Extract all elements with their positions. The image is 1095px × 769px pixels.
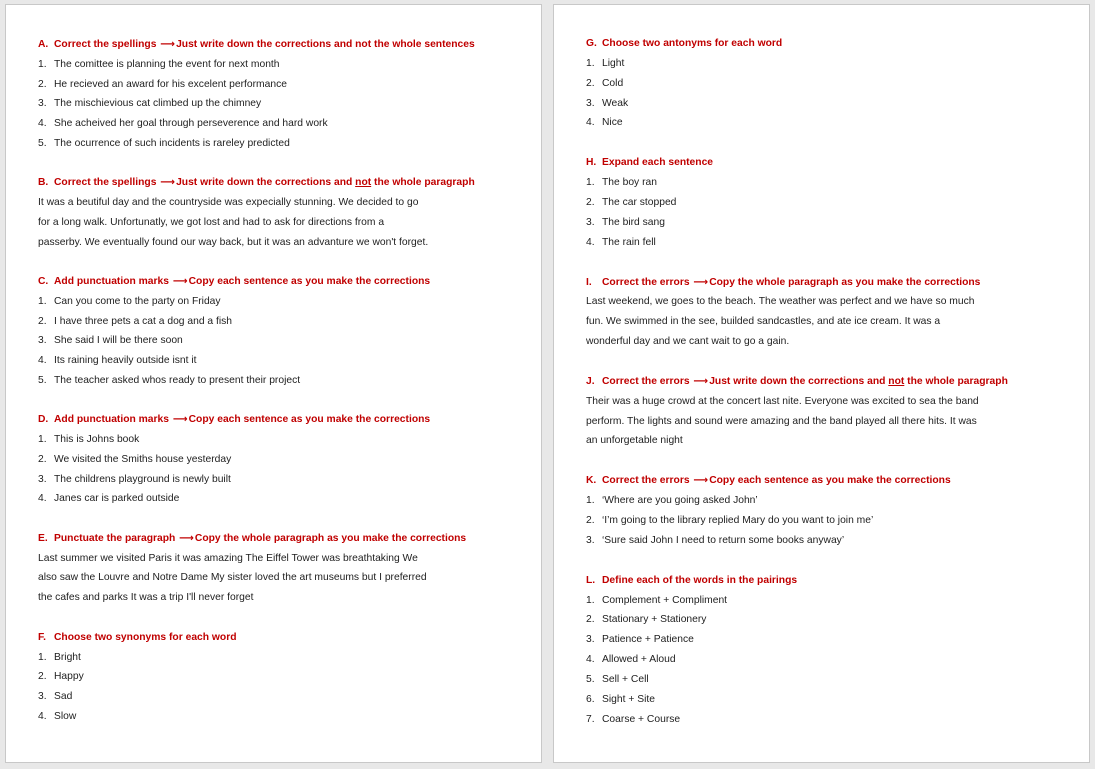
list-item: [38, 710, 76, 724]
list-item: [586, 613, 706, 627]
section-letter: K.: [586, 475, 597, 487]
paragraph-line: Their was a huge crowd at the concert last nite. Everyone was excited to sea the band: [586, 395, 979, 407]
heading-instruction: Define each of the words in the pairings: [602, 574, 798, 586]
paragraph-line: also saw the Louvre and Notre Dame My sister loved the art museums but I preferred: [38, 572, 427, 584]
item-text: Sell + Cell: [602, 673, 649, 685]
arrow-icon: ⟶: [172, 414, 188, 426]
heading-detail: Copy each sentence as you make the corrections: [188, 276, 431, 288]
item-number: 1.: [586, 495, 595, 507]
paragraph-line: Last summer we visited Paris it was amazing The Eiffel Tower was breathtaking We: [38, 552, 418, 564]
heading-detail: Copy the whole paragraph as you make the corrections: [709, 276, 981, 288]
arrow-icon: ⟶: [160, 177, 176, 189]
item-number: 1.: [586, 594, 595, 606]
item-number: 1.: [38, 295, 47, 307]
list-item: [38, 117, 328, 131]
item-number: 4.: [586, 236, 595, 248]
item-text: I have three pets a cat a dog and a fish: [54, 315, 233, 327]
item-text: She acheived her goal through perseverence and hard work: [54, 118, 328, 129]
item-text: The childrens playground is newly built: [54, 473, 231, 485]
section-heading: [38, 176, 475, 190]
list-item: [586, 196, 676, 210]
item-number: 4.: [586, 654, 595, 666]
list-item: [38, 473, 231, 487]
heading-instruction: Correct the errors: [602, 475, 693, 487]
item-number: 4.: [38, 493, 47, 505]
paragraph-line: fun. We swimmed in the see, builded sandcastles, and ate ice cream. It was a: [586, 316, 941, 328]
list-item: [38, 690, 72, 704]
heading-instruction: Choose two antonyms for each word: [602, 38, 783, 49]
list-item: [586, 633, 694, 647]
heading-instruction: Correct the errors: [602, 375, 693, 387]
item-text: Sight + Site: [602, 693, 655, 705]
list-item: [586, 494, 758, 508]
item-number: 2.: [38, 671, 47, 683]
heading-instruction: Correct the errors: [602, 276, 693, 288]
item-number: 2.: [586, 196, 595, 208]
section-heading: [38, 38, 475, 52]
item-text: Allowed + Aloud: [602, 654, 676, 666]
heading-instruction: Correct the spellings: [54, 39, 160, 50]
item-text: Bright: [54, 651, 81, 663]
list-item: [586, 713, 680, 727]
section-letter: H.: [586, 157, 597, 169]
arrow-icon: ⟶: [160, 39, 176, 50]
section-letter: L.: [586, 574, 596, 586]
list-item: [38, 78, 287, 92]
item-text: ‘Sure said John I need to return some books anyway’: [602, 534, 845, 546]
paragraph-line: It was a beutiful day and the countryside was expecially stunning. We decided to go: [38, 197, 419, 209]
section-letter: E.: [38, 532, 48, 544]
heading-detail: Copy each sentence as you make the corrections: [188, 414, 431, 426]
item-text: ‘Where are you going asked John’: [602, 495, 758, 507]
item-number: 2.: [586, 614, 595, 626]
list-item: [38, 374, 300, 388]
arrow-icon: ⟶: [693, 276, 709, 288]
section-heading: [38, 532, 466, 546]
list-item: [586, 57, 624, 71]
list-item: [38, 334, 183, 348]
item-text: The comittee is planning the event for next month: [54, 58, 280, 70]
item-text: The car stopped: [602, 196, 677, 208]
heading-emphasis: not: [888, 375, 905, 387]
list-item: [586, 514, 873, 528]
heading-instruction: Add punctuation marks: [54, 414, 172, 426]
paragraph-line: for a long walk. Unfortunatly, we got lost and had to ask for directions from a: [38, 216, 385, 228]
item-number: 5.: [38, 137, 47, 149]
item-text: Complement + Compliment: [602, 594, 728, 606]
item-text: Coarse + Course: [602, 713, 681, 725]
list-item: [586, 176, 657, 190]
section-letter: D.: [38, 414, 49, 426]
heading-instruction: Choose two synonyms for each word: [54, 631, 237, 643]
list-item: [586, 534, 844, 548]
item-text: Sad: [54, 691, 73, 702]
item-number: 5.: [586, 673, 595, 685]
item-number: 1.: [38, 651, 47, 663]
paragraph-line: the cafes and parks It was a trip I'll never forget: [38, 592, 254, 604]
list-item: [38, 315, 232, 329]
section-letter: J.: [586, 375, 595, 387]
section-heading: [586, 574, 797, 588]
item-number: 2.: [38, 453, 47, 465]
item-text: Patience + Patience: [602, 634, 694, 646]
worksheet-page-right: [553, 4, 1090, 763]
list-item: [38, 433, 139, 447]
item-number: 3.: [38, 98, 47, 110]
section-heading: [38, 631, 237, 645]
section-heading: [586, 156, 713, 170]
item-text: We visited the Smiths house yesterday: [54, 453, 232, 465]
paragraph-line: Last weekend, we goes to the beach. The weather was perfect and we have so much: [586, 296, 975, 308]
arrow-icon: ⟶: [693, 375, 709, 387]
item-number: 3.: [38, 335, 47, 347]
list-item: [586, 594, 727, 608]
item-text: Stationary + Stationery: [602, 614, 707, 626]
heading-detail: Copy each sentence as you make the corrections: [709, 475, 951, 487]
heading-instruction: Correct the spellings: [54, 177, 160, 189]
item-text: Happy: [54, 671, 84, 683]
item-text: The ocurrence of such incidents is rareley predicted: [54, 137, 290, 149]
item-number: 2.: [586, 515, 595, 526]
list-item: [586, 216, 665, 230]
heading-instruction: Expand each sentence: [602, 157, 714, 169]
list-item: [38, 137, 290, 151]
section-letter: B.: [38, 177, 49, 189]
item-text: Light: [602, 57, 625, 69]
item-text: This is Johns book: [54, 434, 140, 446]
paragraph-line: an unforgetable night: [586, 435, 683, 447]
list-item: [38, 58, 280, 72]
item-text: She said I will be there soon: [54, 335, 183, 347]
item-number: 2.: [38, 315, 47, 327]
item-number: 2.: [586, 77, 595, 89]
heading-instruction: Add punctuation marks: [54, 276, 172, 288]
section-letter: I.: [586, 276, 592, 288]
list-item: [38, 354, 197, 368]
section-letter: F.: [38, 631, 47, 643]
item-number: 3.: [586, 534, 595, 546]
arrow-icon: ⟶: [693, 475, 709, 487]
item-number: 4.: [586, 117, 595, 129]
heading-detail: Copy the whole paragraph as you make the corrections: [194, 532, 467, 544]
item-text: The mischievious cat climbed up the chimney: [54, 98, 262, 110]
list-item: [38, 651, 81, 665]
item-number: 1.: [586, 57, 595, 69]
heading-detail: Just write down the corrections and: [176, 177, 356, 189]
section-heading: [38, 413, 430, 427]
heading-emphasis: not: [355, 177, 372, 189]
list-item: [38, 670, 84, 684]
paragraph-line: wonderful day and we cant wait to go a gain.: [586, 336, 790, 348]
item-text: The teacher asked whos ready to present their project: [54, 374, 301, 386]
item-number: 3.: [586, 216, 595, 228]
worksheet-page-left: [5, 4, 542, 763]
paragraph-line: perform. The lights and sound were amazing and the band played all there hits. It was: [586, 415, 977, 427]
item-number: 2.: [38, 78, 47, 90]
item-text: Its raining heavily outside isnt it: [54, 355, 197, 367]
item-number: 6.: [586, 693, 595, 705]
heading-tail: the whole paragraph: [371, 177, 475, 189]
item-number: 3.: [38, 691, 47, 702]
item-number: 4.: [38, 118, 47, 129]
section-heading: [586, 37, 782, 51]
heading-instruction: Punctuate the paragraph: [54, 532, 179, 544]
item-text: ‘I’m going to the library replied Mary do you want to join me’: [602, 515, 874, 526]
item-text: The boy ran: [602, 177, 657, 189]
item-text: The rain fell: [602, 236, 656, 248]
section-heading: [586, 276, 980, 290]
section-letter: G.: [586, 38, 597, 49]
list-item: [586, 236, 656, 250]
paragraph-line: passerby. We eventually found our way back, but it was an advanture we won't forget.: [38, 236, 429, 248]
item-text: Janes car is parked outside: [54, 493, 180, 505]
list-item: [38, 295, 221, 309]
list-item: [586, 673, 649, 687]
section-heading: [38, 275, 430, 289]
item-text: Weak: [602, 97, 629, 109]
heading-detail: Just write down the corrections and: [709, 375, 889, 387]
item-number: 4.: [38, 710, 47, 722]
item-number: 3.: [38, 473, 47, 485]
list-item: [586, 653, 676, 667]
heading-tail: the whole paragraph: [904, 375, 1008, 387]
item-text: The bird sang: [602, 216, 665, 228]
list-item: [586, 116, 623, 130]
list-item: [586, 97, 628, 111]
item-number: 5.: [38, 374, 47, 386]
section-letter: A.: [38, 39, 49, 50]
section-heading: [586, 474, 951, 488]
item-number: 4.: [38, 355, 47, 367]
item-number: 1.: [586, 177, 595, 189]
item-text: Cold: [602, 77, 624, 89]
list-item: [38, 97, 261, 111]
item-number: 1.: [38, 58, 47, 70]
list-item: [38, 453, 231, 467]
item-text: Can you come to the party on Friday: [54, 295, 221, 307]
item-number: 1.: [38, 434, 47, 446]
list-item: [586, 693, 655, 707]
item-number: 3.: [586, 97, 595, 109]
item-text: Nice: [602, 117, 623, 129]
arrow-icon: ⟶: [179, 532, 194, 544]
list-item: [38, 492, 179, 506]
section-heading: [586, 375, 1008, 389]
list-item: [586, 77, 623, 91]
item-text: He recieved an award for his excelent performance: [54, 78, 287, 90]
section-letter: C.: [38, 276, 49, 288]
item-number: 3.: [586, 634, 595, 646]
item-text: Slow: [54, 710, 77, 722]
arrow-icon: ⟶: [172, 276, 188, 288]
item-number: 7.: [586, 713, 595, 725]
heading-detail: Just write down the corrections and not the whole sentences: [176, 39, 475, 50]
